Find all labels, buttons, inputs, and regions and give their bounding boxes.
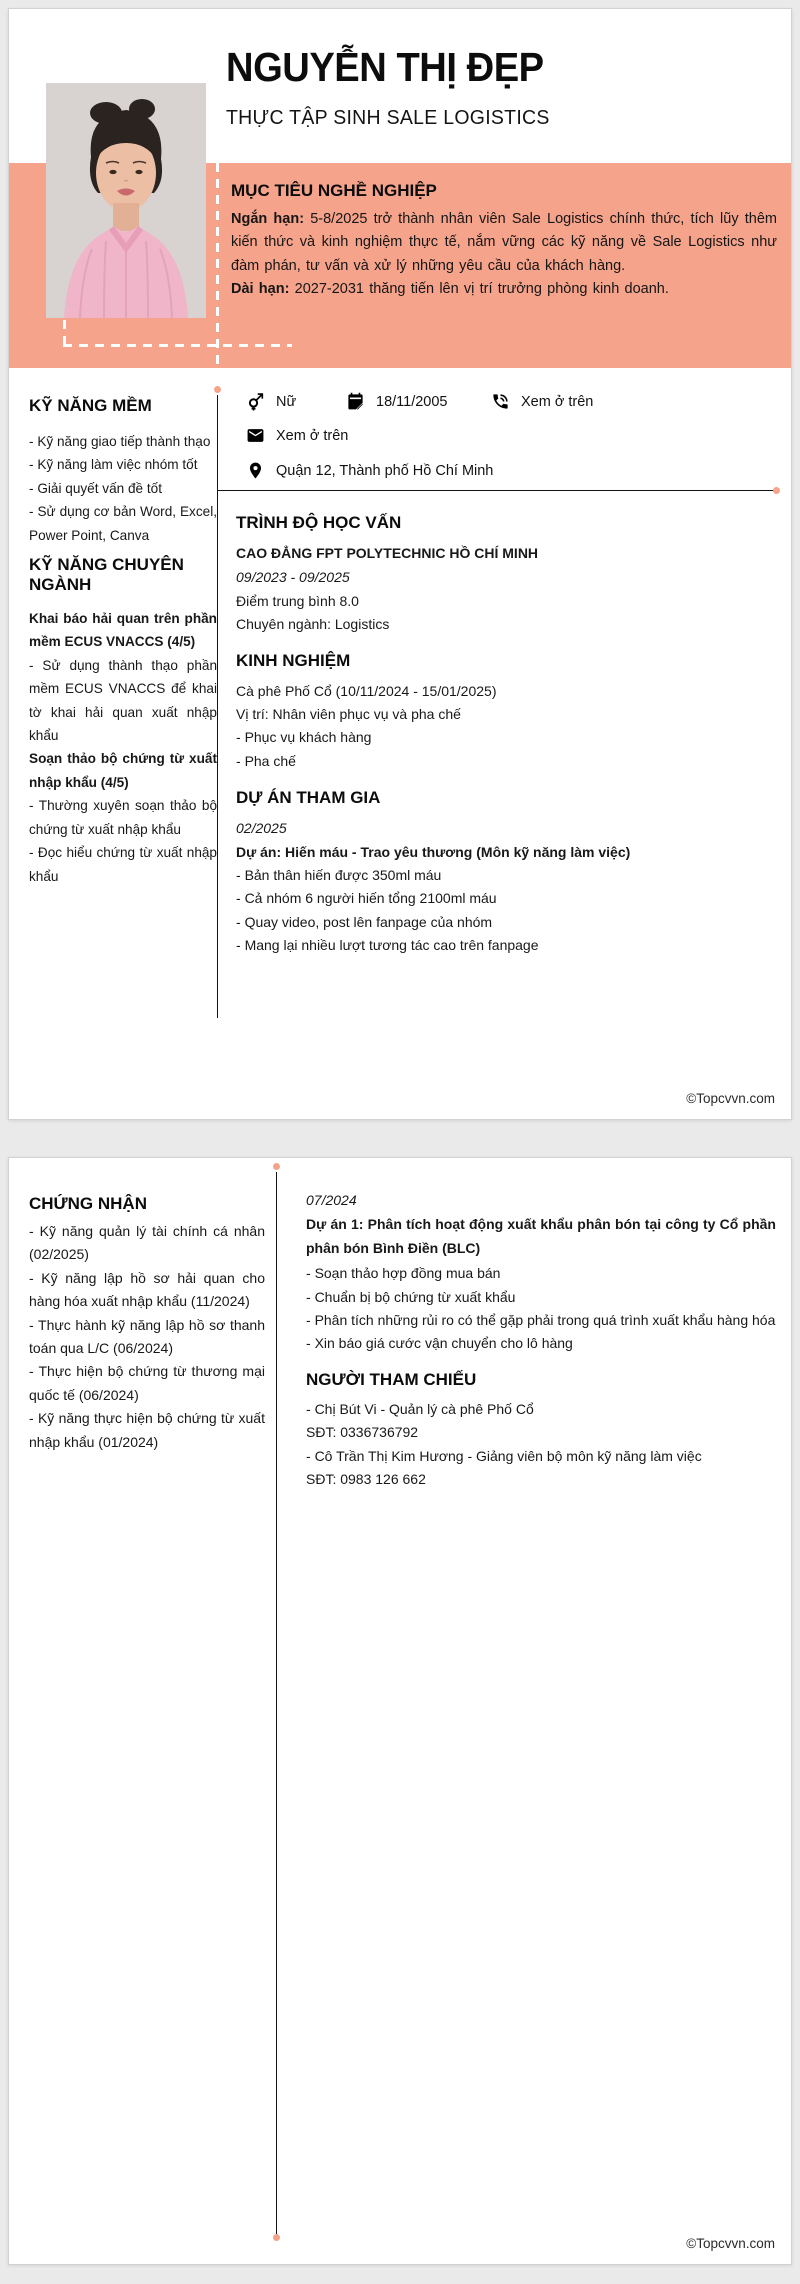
education-gpa: Điểm trung bình 8.0 xyxy=(236,592,359,609)
profile-photo xyxy=(46,83,206,318)
certification-item: - Thực hiện bộ chứng từ thương mại quốc tế (06/2024) xyxy=(29,1360,265,1407)
specialized-skill-item: - Thường xuyên soạn thảo bộ chứng từ xuất nhập khẩu xyxy=(29,794,217,841)
address-field xyxy=(246,461,493,480)
project-title: Dự án: Hiến máu - Trao yêu thương (Môn kỹ năng làm việc) xyxy=(236,843,631,860)
school-name: CAO ĐẲNG FPT POLYTECHNIC HỒ CHÍ MINH xyxy=(236,545,539,561)
skill-item: - Kỹ năng làm việc nhóm tốt xyxy=(29,453,217,476)
phone-value: Xem ở trên xyxy=(521,393,594,410)
specialized-skill-item: - Đọc hiểu chứng từ xuất nhập khẩu xyxy=(29,841,217,888)
project-item: - Bản thân hiến được 350ml máu xyxy=(236,864,776,887)
cv-page-1 xyxy=(8,8,792,1120)
specialized-skill-item: - Sử dụng thành thạo phần mềm ECUS VNACCS để khai tờ khai hải quan xuất nhập khẩu xyxy=(29,654,217,748)
certification-item: - Kỹ năng thực hiện bộ chứng từ xuất nhập khẩu (01/2024) xyxy=(29,1407,265,1454)
left-column xyxy=(29,388,217,888)
birthday-value: 18/11/2005 xyxy=(376,393,448,410)
specialized-skills-heading: KỸ NĂNG CHUYÊN NGÀNH xyxy=(29,555,184,595)
cv-page-2 xyxy=(8,1157,792,2265)
calendar-icon xyxy=(346,392,365,411)
left-column xyxy=(29,1186,265,1454)
address-value: Quận 12, Thành phố Hồ Chí Minh xyxy=(276,462,494,479)
divider-dot-bottom xyxy=(273,2234,280,2241)
project-title: Dự án 1: Phân tích hoạt động xuất khẩu phân bón tại công ty Cổ phần phân bón Bình Điền (BLC) xyxy=(306,1216,776,1256)
project-item: - Cả nhóm 6 người hiến tổng 2100ml máu xyxy=(236,887,776,910)
email-icon xyxy=(246,426,265,445)
objective-short-label: Ngắn hạn: xyxy=(231,211,305,227)
email-field xyxy=(246,426,348,445)
specialized-skill-title: Khai báo hải quan trên phần mềm ECUS VNACCS (4/5) xyxy=(29,611,217,650)
photo-dashed-line-vertical xyxy=(63,320,66,344)
certifications-heading: CHỨNG NHẬN xyxy=(29,1194,147,1213)
objective-heading: MỤC TIÊU NGHỀ NGHIỆP xyxy=(231,181,437,200)
objective-long-term xyxy=(231,278,777,301)
email-value: Xem ở trên xyxy=(276,427,349,444)
gender-icon xyxy=(246,392,265,411)
experience-position: Vị trí: Nhân viên phục vụ và pha chế xyxy=(236,706,461,723)
project-date: 07/2024 xyxy=(306,1192,357,1208)
education-major: Chuyên ngành: Logistics xyxy=(236,616,390,633)
birthday-field xyxy=(346,392,448,411)
phone-field xyxy=(491,392,593,411)
project-item: - Quay video, post lên fanpage của nhóm xyxy=(236,911,776,934)
divider-dot-top xyxy=(273,1163,280,1170)
location-icon xyxy=(246,461,265,480)
project-item: - Soạn thảo hợp đồng mua bán xyxy=(306,1262,776,1285)
education-period: 09/2023 - 09/2025 xyxy=(236,569,350,586)
right-column xyxy=(236,505,776,958)
specialized-skill-title: Soạn thảo bộ chứng từ xuất nhập khẩu (4/5) xyxy=(29,751,217,790)
watermark: ©Topcvvn.com xyxy=(686,1091,775,1106)
certification-item: - Kỹ năng lập hồ sơ hải quan cho hàng hóa xuất nhập khẩu (11/2024) xyxy=(29,1267,265,1314)
experience-item: - Pha chế xyxy=(236,750,776,773)
objective-long-text: 2027-2031 thăng tiến lên vị trí trưởng phòng kinh doanh. xyxy=(294,281,669,298)
reference-phone: SĐT: 0336736792 xyxy=(306,1424,419,1441)
watermark: ©Topcvvn.com xyxy=(686,2236,775,2251)
gender-field xyxy=(246,392,296,411)
objective-short-term xyxy=(231,208,777,278)
reference-name: - Cô Trần Thị Kim Hương - Giảng viên bộ môn kỹ năng làm việc xyxy=(306,1445,776,1468)
skill-item: - Sử dụng cơ bản Word, Excel, Power Point, Canva xyxy=(29,500,217,547)
project-item: - Chuẩn bị bộ chứng từ xuất khẩu xyxy=(306,1286,776,1309)
skill-item: - Giải quyết vấn đề tốt xyxy=(29,477,217,500)
experience-item: - Phục vụ khách hàng xyxy=(236,726,776,749)
rule-dot xyxy=(773,487,780,494)
experience-heading: KINH NGHIỆM xyxy=(236,650,351,670)
candidate-name: NGUYỄN THỊ ĐẸP xyxy=(226,44,544,90)
gender-value: Nữ xyxy=(276,393,297,410)
objective-long-label: Dài hạn: xyxy=(231,281,290,298)
project-item: - Mang lại nhiều lượt tương tác cao trên fanpage xyxy=(236,934,776,957)
skill-item: - Kỹ năng giao tiếp thành thạo xyxy=(29,430,217,453)
certification-item: - Thực hành kỹ năng lập hồ sơ thanh toán qua L/C (06/2024) xyxy=(29,1314,265,1361)
projects-heading: DỰ ÁN THAM GIA xyxy=(236,788,381,808)
references-heading: NGƯỜI THAM CHIẾU xyxy=(306,1369,477,1389)
photo-dashed-line-horizontal xyxy=(63,344,292,347)
phone-icon xyxy=(491,392,510,411)
reference-phone: SĐT: 0983 126 662 xyxy=(306,1471,426,1488)
project-date: 02/2025 xyxy=(236,820,287,837)
column-divider xyxy=(217,395,218,1018)
soft-skills-heading: KỸ NĂNG MỀM xyxy=(29,396,152,415)
career-objective-section xyxy=(231,171,777,302)
objective-dashed-line xyxy=(216,163,219,368)
project-item: - Phân tích những rủi ro có thể gặp phải trong quá trình xuất khẩu hàng hóa xyxy=(306,1309,776,1332)
reference-name: - Chị Bút Vi - Quản lý cà phê Phố Cổ xyxy=(306,1398,776,1421)
right-column xyxy=(306,1178,776,1491)
project-item: - Xin báo giá cước vận chuyển cho lô hàng xyxy=(306,1332,776,1355)
objective-short-text: 5-8/2025 trở thành nhân viên Sale Logistics chính thức, tích lũy thêm kiến thức và kinh nghiệm thực tế, nắm vững các kỹ năng về Sale Logistics như đàm phán, tư vấn và xử lý những yêu cầu của khách hàng. xyxy=(231,211,777,274)
job-title: THỰC TẬP SINH SALE LOGISTICS xyxy=(226,106,550,129)
education-heading: TRÌNH ĐỘ HỌC VẤN xyxy=(236,513,402,532)
certification-item: - Kỹ năng quản lý tài chính cá nhân (02/2025) xyxy=(29,1220,265,1267)
column-divider xyxy=(276,1172,277,2234)
contact-rule xyxy=(218,490,778,491)
experience-employer: Cà phê Phố Cổ (10/11/2024 - 15/01/2025) xyxy=(236,682,497,699)
